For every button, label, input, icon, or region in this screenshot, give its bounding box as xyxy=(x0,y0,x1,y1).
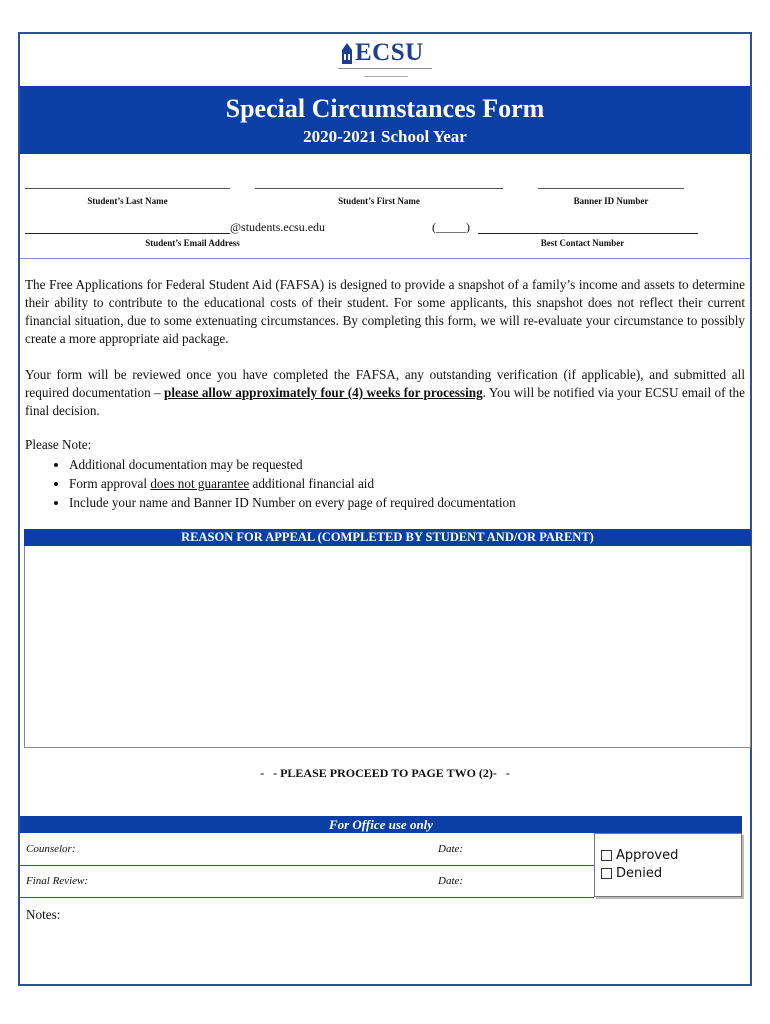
last-name-field[interactable] xyxy=(25,188,230,189)
reason-heading: REASON FOR APPEAL (COMPLETED BY STUDENT AND/OR PARENT) xyxy=(24,529,751,546)
page-subtitle: 2020-2021 School Year xyxy=(303,127,467,146)
note-heading: Please Note: xyxy=(25,437,92,452)
logo-text: ECSU xyxy=(355,39,424,66)
final-review-row xyxy=(20,865,594,898)
processing-text-start: Your form will be reviewed once you have completed the FAFSA, any outstanding verification (if applicable), and submitted all required documentation – xyxy=(25,367,745,400)
counselor-date-label: Date: xyxy=(438,843,464,855)
email-suffix: @students.ecsu.edu xyxy=(230,220,326,234)
intro-paragraph: The Free Applications for Federal Student Aid (FAFSA) is designed to provide a snapshot of a family’s income and assets to determine their ability to contribute to the educational costs of their student. For some applicants, this snapshot does not reflect their current financial situation, due to some extenuating circumstances. By completing this form, we will re-evaluate your circumstance to possibly create a more appropriate aid package. xyxy=(25,277,745,346)
note2-underline: does not guarantee xyxy=(150,476,250,491)
logo-rule-small xyxy=(364,76,408,77)
proceed-dash-right: - xyxy=(505,766,510,780)
list-item: • Include your name and Banner ID Number on every page of required documentation xyxy=(69,493,516,512)
banner-id-label: Banner ID Number xyxy=(573,196,649,206)
denied-label: Denied xyxy=(616,866,663,881)
phone-label: Best Contact Number xyxy=(540,238,625,248)
reason-textarea[interactable] xyxy=(24,546,751,748)
checkbox-icon[interactable] xyxy=(601,868,612,879)
approved-option[interactable] xyxy=(601,848,678,863)
counselor-label: Counselor: xyxy=(26,843,76,855)
phone-area-code: (_____) xyxy=(432,220,470,234)
note2-start: Form approval xyxy=(69,476,151,491)
notes-list xyxy=(25,455,516,512)
note2-end: additional financial aid xyxy=(249,476,375,491)
notes-label: Notes: xyxy=(26,907,61,922)
banner-id-field[interactable] xyxy=(538,188,684,189)
list-item xyxy=(69,474,516,493)
proceed-text: - PLEASE PROCEED TO PAGE TWO (2)- xyxy=(273,766,497,780)
office-table xyxy=(20,833,594,897)
counselor-row xyxy=(20,833,594,866)
final-review-label: Final Review: xyxy=(26,875,89,887)
phone-field[interactable] xyxy=(478,233,698,234)
denied-option[interactable] xyxy=(601,866,662,881)
ecsu-logo xyxy=(338,39,432,82)
office-heading: For Office use only xyxy=(20,816,742,833)
section-divider xyxy=(20,258,750,259)
building-icon xyxy=(340,42,354,66)
first-name-label: Student’s First Name xyxy=(338,196,420,206)
processing-paragraph xyxy=(25,366,745,420)
processing-text-end: . You will be notified via your ECSU email of the final decision. xyxy=(25,385,745,418)
email-field[interactable] xyxy=(25,233,230,234)
proceed-notice xyxy=(0,766,770,781)
final-review-date-label: Date: xyxy=(438,875,464,887)
processing-time-emphasis: please allow approximately four (4) weeks for processing xyxy=(164,385,483,400)
checkbox-icon[interactable] xyxy=(601,850,612,861)
logo-rule xyxy=(338,68,432,73)
proceed-dash-left: - xyxy=(260,766,265,780)
page-title: Special Circumstances Form xyxy=(225,94,545,123)
decision-box xyxy=(594,833,742,897)
first-name-field[interactable] xyxy=(255,188,503,189)
title-banner xyxy=(20,86,750,154)
email-label: Student’s Email Address xyxy=(145,238,240,248)
approved-label: Approved xyxy=(616,848,679,863)
list-item: • Additional documentation may be requested xyxy=(69,455,516,474)
last-name-label: Student’s Last Name xyxy=(87,196,168,206)
